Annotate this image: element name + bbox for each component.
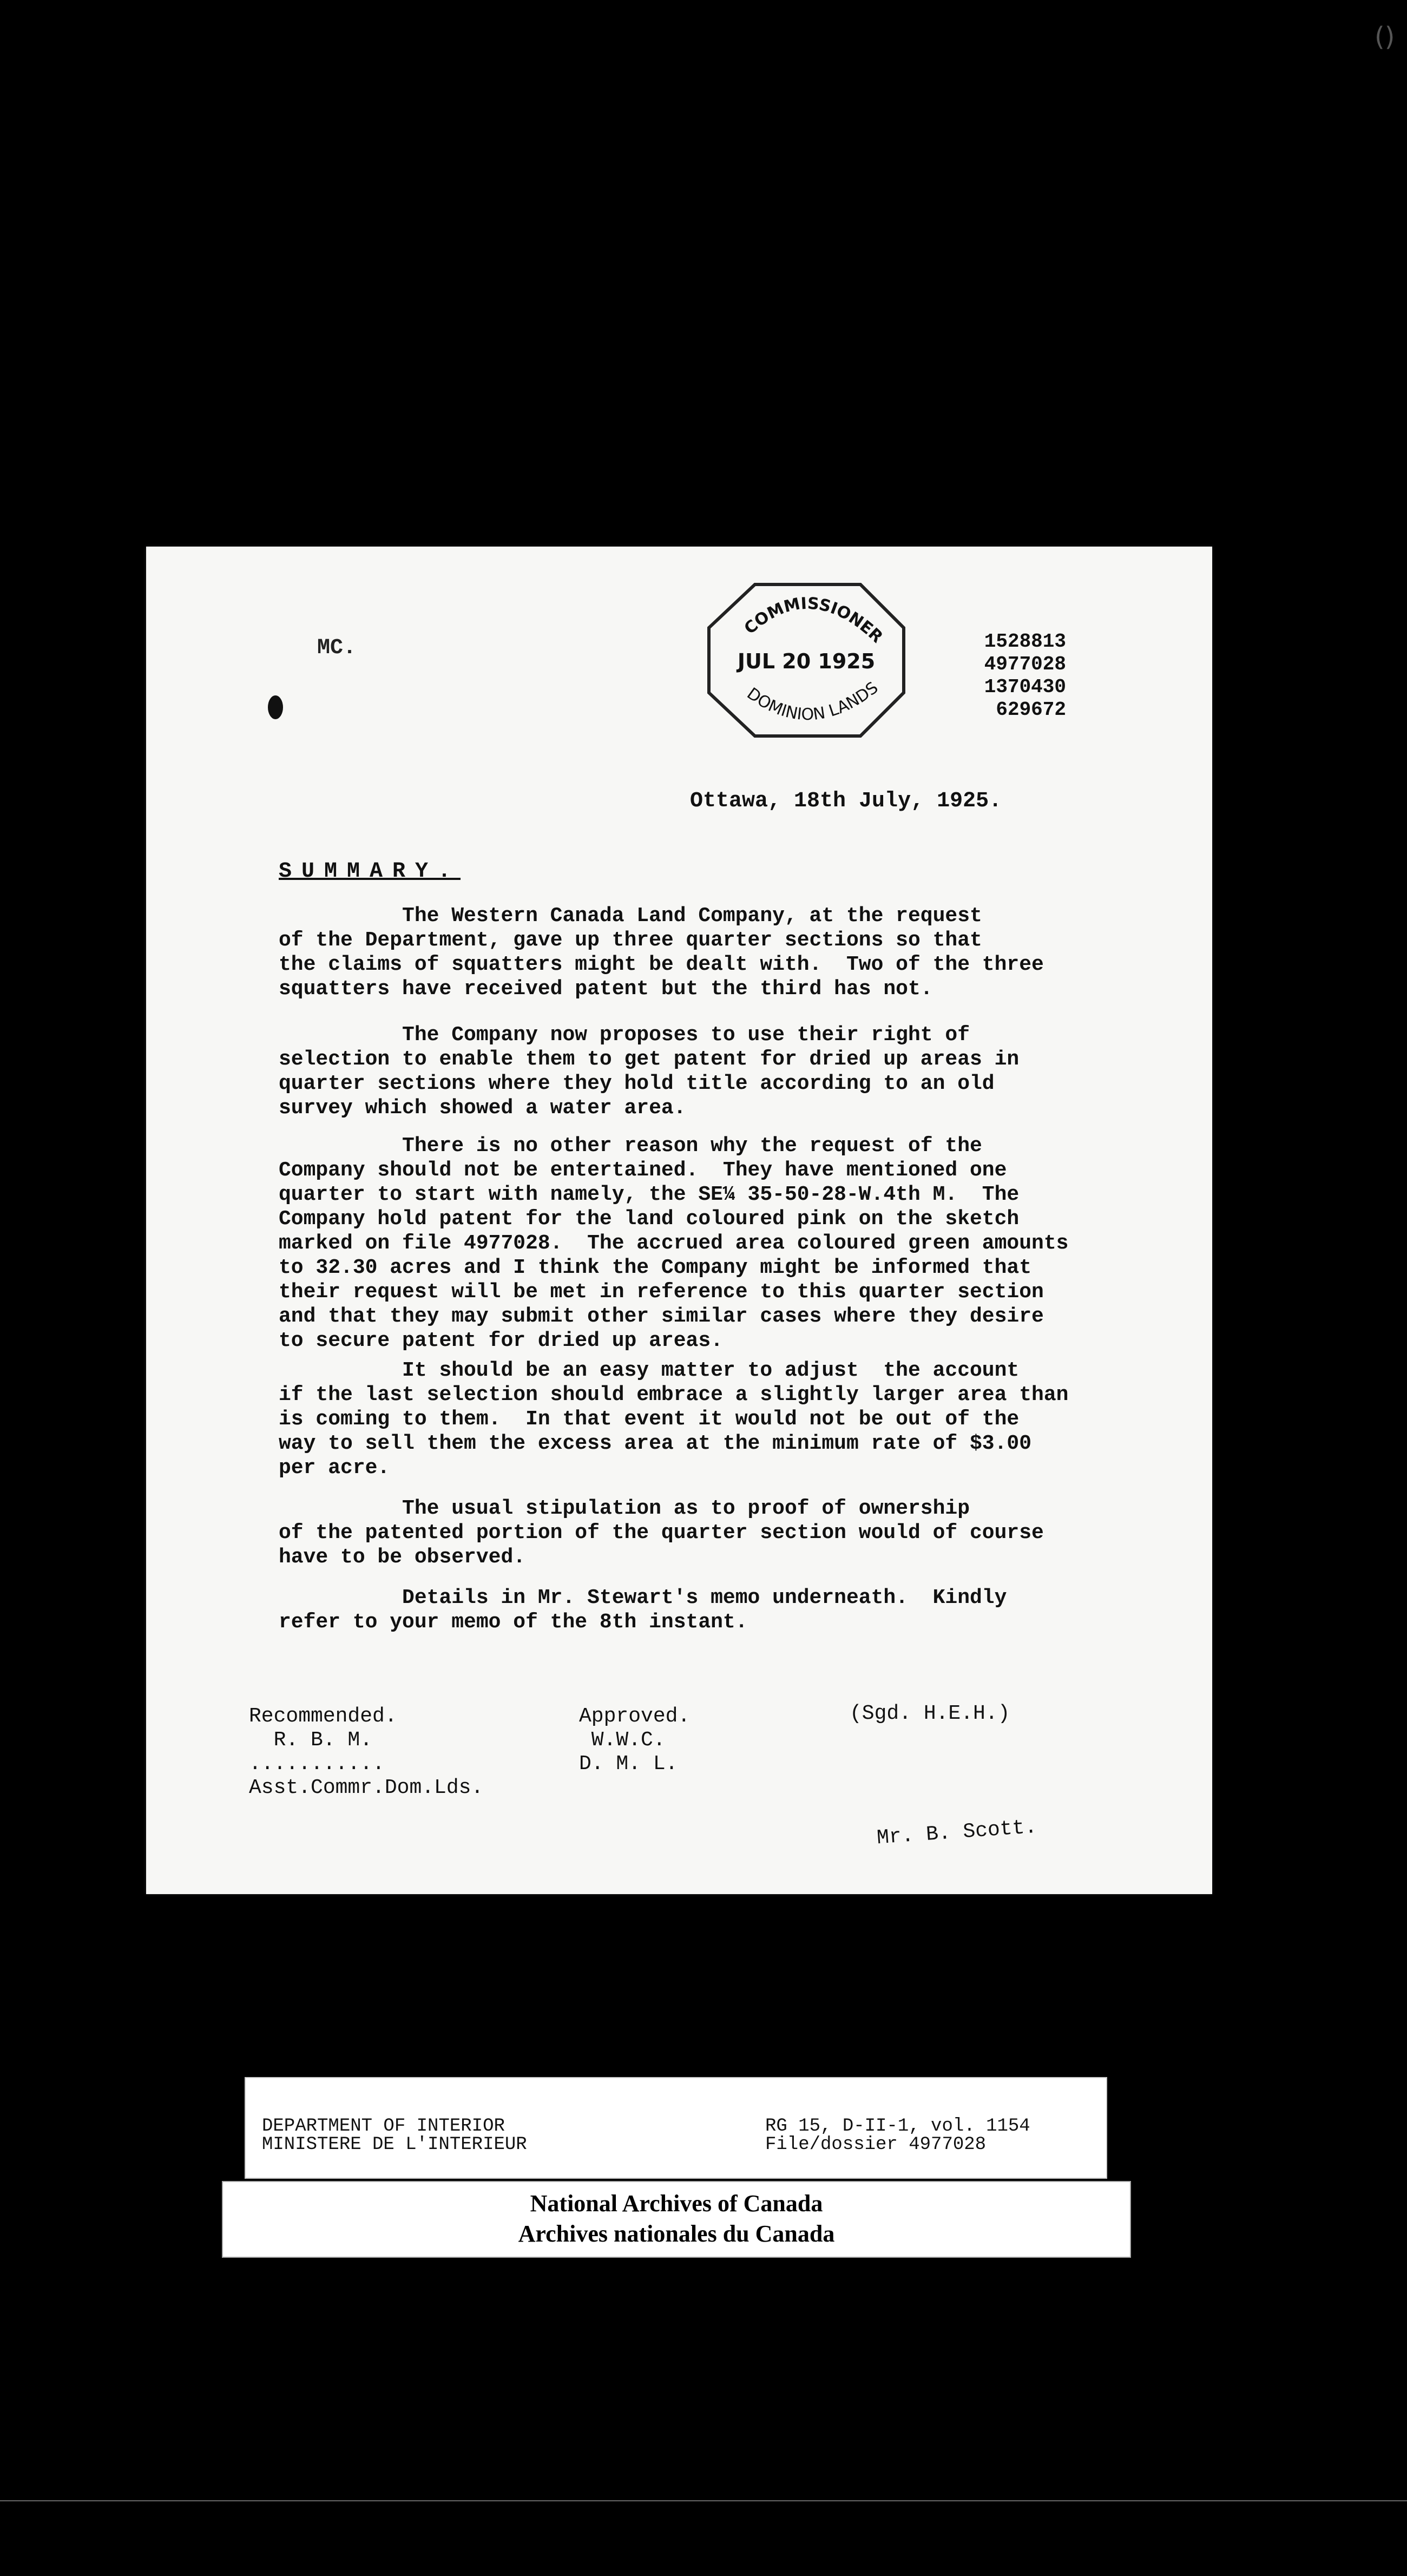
initials: MC. [317, 636, 357, 660]
archives-fr: Archives nationales du Canada [518, 2220, 835, 2247]
document-page [146, 547, 1212, 1894]
paragraph-5: The usual stipulation as to proof of ownership of the patented portion of the quarter section would of course have to be observed. [279, 1497, 1044, 1569]
stamp-date: JUL 20 1925 [737, 649, 876, 673]
commissioner-stamp [704, 579, 909, 741]
file-number: 1370430 [984, 676, 1066, 698]
archives-en: National Archives of Canada [530, 2190, 823, 2217]
divider [0, 2500, 1407, 2501]
department-en: DEPARTMENT OF INTERIOR [262, 2116, 505, 2137]
department-fr: MINISTERE DE L'INTERIEUR [262, 2134, 527, 2155]
department-text [262, 2117, 527, 2154]
ink-blot [268, 695, 283, 719]
summary-heading: SUMMARY. [279, 859, 461, 884]
archive-reference-label [245, 2077, 1107, 2179]
file-number: 4977028 [984, 653, 1066, 675]
file-number: 1528813 [984, 630, 1066, 653]
reference-text [765, 2117, 1030, 2154]
recommended-block: Recommended. R. B. M. ........... Asst.Commr.Dom.Lds. [249, 1705, 484, 1799]
paragraph-3: There is no other reason why the request of the Company should not be entertained. They have mentioned one quarter to start with namely, the SE¼ 35-50-28-W.4th M. The Company hold patent for the land coloured pink on the sketch marked on file 4977028. The accrued area coloured green amounts to 32.30 acres and I think the Company might be informed that their request will be met in reference to this quarter section and that they may submit other similar cases where they desire to secure patent for dried up areas. [279, 1134, 1069, 1352]
paragraph-4: It should be an easy matter to adjust the account if the last selection should embrace a slightly larger area than is coming to them. In that event it would not be out of the way to sell them the excess area at the minimum rate of $3.00 per acre. [279, 1359, 1069, 1480]
addressee: Mr. B. Scott. [876, 1815, 1038, 1850]
stamp-top-text: COMMISSIONER [740, 594, 886, 647]
file-numbers [963, 630, 1066, 721]
archives-label [222, 2181, 1131, 2258]
signed-block: (Sgd. H.E.H.) [850, 1702, 1010, 1725]
reference-volume: RG 15, D-II-1, vol. 1154 [765, 2116, 1030, 2137]
file-number: 629672 [996, 699, 1066, 721]
date-line: Ottawa, 18th July, 1925. [690, 789, 1002, 813]
paragraph-1: The Western Canada Land Company, at the request of the Department, gave up three quarter sections so that the claims of squatters might be dealt with. Two of the three squatters have received patent but the third has not. [279, 904, 1044, 1001]
paragraph-2: The Company now proposes to use their right of selection to enable them to get patent for dried up areas in quarter sections where they hold title according to an old survey which showed a water area. [279, 1023, 1020, 1120]
stamp-bottom-text: DOMINION LANDS [743, 678, 882, 725]
corner-mark: () [1375, 22, 1395, 52]
approved-block: Approved. W.W.C. D. M. L. [579, 1705, 691, 1776]
reference-file: File/dossier 4977028 [765, 2134, 987, 2155]
paragraph-6: Details in Mr. Stewart's memo underneath. Kindly refer to your memo of the 8th instant. [279, 1586, 1007, 1634]
